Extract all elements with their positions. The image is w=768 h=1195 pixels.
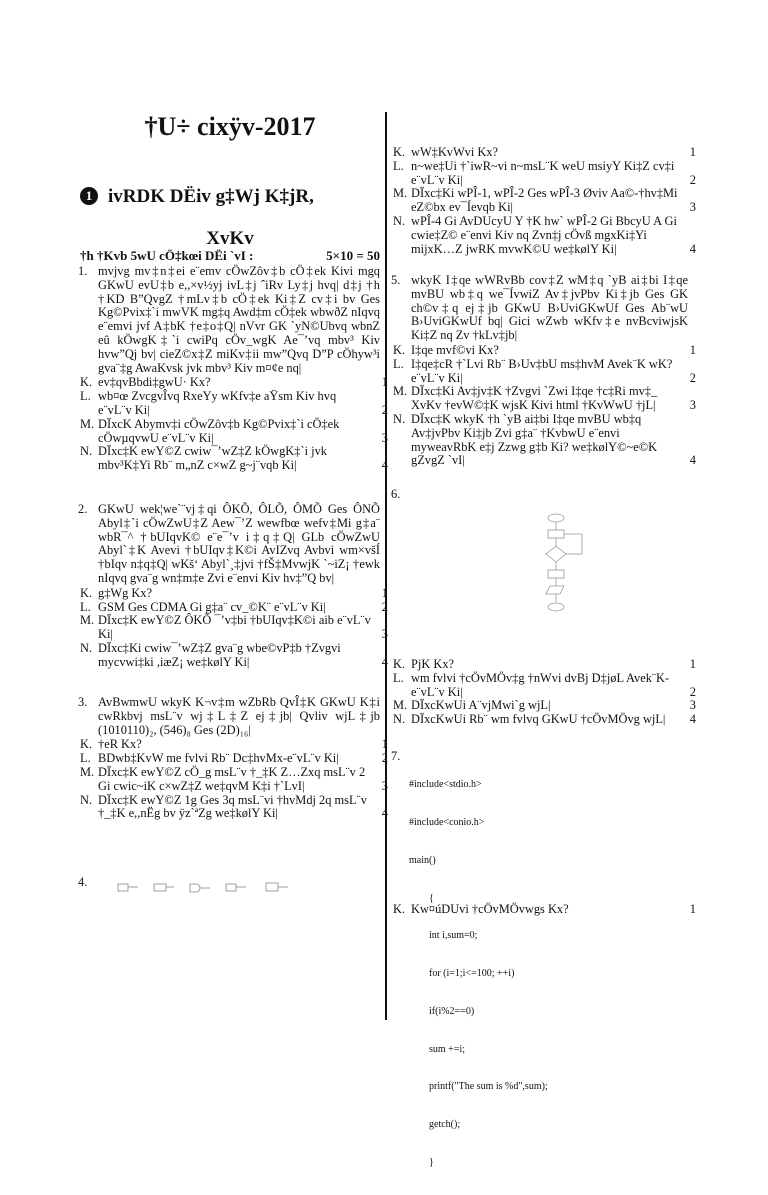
option-points: 1 (381, 585, 388, 600)
option-label: K. (393, 657, 406, 671)
option-label: L. (393, 356, 404, 371)
option-text: DÏxc‡K ewY©Z ÔKÕ ¯’v‡bi †bUIqv‡K©i aib e¨vL¨v Ki| (98, 613, 371, 642)
option-item (393, 158, 696, 188)
option-label: K. (393, 902, 406, 916)
option-label: K. (80, 585, 93, 600)
question-7-options (393, 902, 696, 917)
option-text: DÏxc‡K ewY©Z cwiw¯’wZ‡Z kÖwgK‡`i jvk mbv³K‡Yi Rb¨ m„nZ c×wZ g~j¨vqb Ki| (98, 444, 327, 473)
option-points: 3 (381, 627, 388, 642)
option-label: K. (80, 375, 93, 390)
option-item (80, 375, 388, 390)
option-list (80, 585, 388, 670)
option-list (393, 657, 696, 727)
code-line: } (409, 1157, 434, 1168)
option-points: 1 (381, 737, 388, 752)
option-label: M. (393, 698, 408, 713)
option-label: M. (393, 384, 408, 399)
question-stem: AvBwmwU wkyK K¬v‡m wZbRb QvÎ‡K GKwU K‡i cwRkbvj msL¨v wj‡L‡Z ej‡jb| Qvliv wjL‡jb (1010110)₂, (546)₈ Ges (2D)₁₆| (98, 695, 380, 737)
question-number: 3. (78, 695, 88, 709)
option-points: 2 (689, 172, 696, 187)
option-label: L. (80, 389, 91, 404)
option-text: †eR Kx? (98, 737, 142, 752)
option-text: I‡qe‡cR †`Lvi Rb¨ B›Uv‡bU ms‡hvM Avek¨K wK? e¨vL¨v Ki| (411, 356, 673, 385)
option-item (393, 902, 696, 917)
option-text: g‡Wg Kx? (98, 585, 153, 600)
page-title: †U÷ cixÿv-2017 (144, 112, 316, 141)
option-item (393, 186, 696, 215)
option-label: N. (80, 444, 93, 459)
section-heading-line2: XvKv (206, 228, 254, 249)
option-item (393, 657, 696, 672)
option-points: 2 (381, 599, 388, 614)
option-text: DÏxc‡K wkyK †h `yB ai‡bi I‡qe mvBU wb‡q Av‡jvPbv Ki‡jb Zvi g‡a¨ †KvbwU e¨envi myweavRbK e‡j Zzwg g‡b Ki? we‡kølY©~e©K gZvgZ `vI| (411, 411, 658, 468)
option-list (393, 902, 696, 917)
option-points: 3 (689, 698, 696, 713)
option-item (80, 585, 388, 601)
right-column (391, 0, 696, 1168)
option-points: 1 (689, 657, 696, 671)
option-item (80, 751, 388, 766)
question-4-continued (393, 145, 696, 256)
question-number: 6. (391, 487, 401, 501)
option-points: 4 (689, 712, 696, 727)
question-number: 4. (78, 875, 88, 889)
option-item (393, 356, 696, 386)
marks-value: 5×10 = 50 (326, 248, 380, 263)
option-label: L. (393, 158, 404, 173)
option-item (80, 444, 388, 473)
option-points: 4 (381, 654, 388, 669)
option-label: K. (80, 737, 93, 752)
question-stem: GKwU wek¦we`¨vj‡qi ÔKÕ, ÔLÕ, ÔMÕ Ges ÔNÕ Abyl‡`i cÖwZwU‡Z Aew¯’Z wewfbœ wefv‡Mi g‡a¨ wbR¯^ †bUIqvK© e¨e¯’v i‡q‡Q| GLb cÖwZwU Abyl`‡K Avevi †bUIqv‡K©i AvIZvq Avbvi wm×všÍ †bIqv n‡q‡Q| wKš‘ Abyl`¸‡jvi †fŠ‡MvwjK `~iZ¡ †ewk nIqvq gva¨g wn‡m‡e Zvi e¨envi Kiv hv‡”Q bv| (98, 502, 380, 585)
left-column (78, 0, 388, 1024)
option-text: DÏxcKwUi Rb¨ wm fvlvq GKwU †cÖvMÖvg wjL| (411, 712, 666, 727)
question-5 (391, 273, 696, 468)
question-2 (78, 502, 388, 670)
option-text: wW‡KvWvi Kx? (411, 145, 499, 159)
option-label: N. (393, 213, 406, 228)
option-list (80, 737, 388, 821)
option-item (80, 640, 388, 670)
option-item (393, 670, 696, 700)
section-number-badge: 1 (80, 187, 98, 205)
flowchart-figure (538, 510, 588, 615)
option-list (393, 145, 696, 256)
option-text: GSM Ges CDMA Gi g‡a¨ cv_©K¨ e¨vL¨v Ki| (98, 599, 326, 614)
option-points: 1 (689, 902, 696, 916)
marks-instruction (80, 248, 380, 264)
section-heading-line1: ivRDK DËiv g‡Wj K‡jR, (108, 186, 314, 207)
option-points: 1 (689, 342, 696, 357)
option-text: DÏxc‡K ewY©Z 1g Ges 3q msL¨vi †hvMdj 2q msL¨v †_‡K e,,nËg bv ÿz`ªZg we‡kølY Ki| (98, 792, 367, 821)
option-label: L. (393, 670, 404, 685)
option-item (80, 737, 388, 752)
option-label: M. (80, 416, 95, 431)
code-line: printf("The sum is %d",sum); (409, 1081, 548, 1093)
option-points: 2 (689, 370, 696, 385)
option-label: M. (393, 186, 408, 201)
option-points: 3 (689, 398, 696, 413)
option-list (80, 375, 388, 473)
option-item (80, 613, 388, 642)
code-listing (409, 754, 548, 1195)
column-divider (385, 112, 387, 1020)
option-text: wb¤œ ZvcgvÎvq RxeYy wKfv‡e aŸsm Kiv hvq e¨vL¨v Ki| (98, 389, 337, 417)
option-text: I‡qe mvf©vi Kx? (411, 342, 499, 357)
option-item (80, 416, 388, 446)
option-label: M. (80, 764, 95, 779)
question-1 (78, 264, 388, 473)
question-3 (78, 695, 388, 821)
option-label: K. (393, 342, 406, 357)
option-points: 3 (381, 430, 388, 445)
option-points: 3 (689, 200, 696, 215)
option-text: DÏxc‡Ki Av‡jv‡K †Zvgvi `Zwi I‡qe †c‡Ri mv‡_ XvKv †evW©‡K wjsK Kivi html †KvWwU †jL| (411, 384, 658, 413)
option-item (80, 764, 388, 794)
option-label: M. (80, 613, 95, 628)
question-number: 1. (78, 264, 88, 278)
option-text: DÏxcK Abymv‡i cÖwZôv‡b Kg©Pvix‡`i cÖ‡ek cÖwµqvwU e¨vL¨v Ki| (98, 416, 340, 445)
code-line: sum +=i; (409, 1043, 466, 1055)
code-line: for (i=1;i<=100; ++i) (409, 968, 515, 980)
option-points: 4 (381, 806, 388, 821)
question-number: 5. (391, 273, 401, 287)
option-points: 1 (689, 145, 696, 159)
option-item (80, 389, 388, 418)
option-label: N. (393, 411, 406, 426)
option-item (393, 342, 696, 358)
option-label: N. (393, 712, 406, 727)
code-line: if(i%2==0) (409, 1005, 475, 1017)
option-points: 2 (381, 751, 388, 766)
option-points: 4 (689, 453, 696, 468)
option-points: 4 (689, 241, 696, 256)
option-item (393, 384, 696, 413)
option-label: N. (80, 640, 93, 655)
logic-circuit-figures (116, 880, 296, 894)
option-item (393, 712, 696, 727)
option-text: PjK Kx? (411, 657, 455, 671)
option-list (393, 342, 696, 468)
question-stem: wkyK I‡qe wWRvBb cov‡Z wM‡q `yB ai‡bi I‡qe mvBU wb‡q we¯ÍvwiZ Av‡jvPbv Ki‡jb Ges GK ch©v‡q ej‡jb GKwU B›UviGKwUf Ges Ab¨wU B›UviGKwUf bq| Gici wZwb wKfv‡e nvBcviwjsK Ki‡Z nq Zv †kLv‡jb| (411, 273, 688, 343)
marks-label: †h †Kvb 5wU cÖ‡kœi DËi `vI : (80, 248, 254, 263)
option-text: n~we‡Ui †`iwR~vi n~msL¨K weU msiyY Ki‡Z cv‡i e¨vL¨v Ki| (411, 158, 675, 187)
option-points: 2 (381, 402, 388, 417)
option-item (393, 145, 696, 160)
code-line: #include<conio.h> (409, 816, 485, 828)
option-label: L. (80, 751, 91, 766)
option-item (393, 411, 696, 468)
option-item (393, 213, 696, 256)
option-text: wm fvlvi †cÖvMÖv‡g †nWvi dvBj D‡jøL Avek¨K-e¨vL¨v Ki| (411, 670, 670, 699)
option-points: 4 (381, 458, 388, 473)
option-points: 3 (381, 778, 388, 793)
option-text: DÏxcKwUi A¨vjMwi`g wjL| (411, 698, 551, 713)
code-line: main() (409, 854, 436, 866)
option-text: DÏxc‡K ewY©Z cÖ_g msL¨v †_‡K Z…Zxq msL¨v 2 Gi cwic~iK c×wZ‡Z we‡qvM K‡i †`LvI| (98, 764, 366, 793)
option-item (80, 599, 388, 615)
question-number: 2. (78, 502, 88, 516)
code-line: int i,sum=0; (409, 930, 478, 942)
option-label: K. (393, 145, 406, 159)
code-line: getch(); (409, 1119, 461, 1131)
option-label: N. (80, 792, 93, 807)
code-line: #include<stdio.h> (409, 779, 482, 791)
option-points: 2 (689, 684, 696, 699)
question-6-options (393, 657, 696, 727)
question-stem: mvjvg mv‡n‡ei e¨emv cÖwZôv‡b cÖ‡ek Kivi mgq GKwU evU‡b e,,×v½yj ivL‡j ˆiRv Ly‡j hvq| d‡j †h †KD B”QvgZ †mLv‡b cÖ‡ek Ki‡Z cv‡i bv Ges Kg©Pvix‡`i mwVK mg‡q Awd‡m cÖ‡ek wbwðZ nIqvq e¨emvi jvf A‡bK †e‡o‡Q| nVvr GK `yN©Ubvq wbnZ eû kÖwgK‡`i cwiPq cÖv_wgK Ae¯’vq mbv³ Kiv hvw”Qj bv| cieZ©x‡Z miKv‡ii mw”Qvq D”P cÖhyw³i gva¨‡g AwaKvsk jvk mbv³ Kiv m¤¢e nq| (98, 264, 380, 375)
option-text: DÏxc‡Ki wPÎ-1, wPÎ-2 Ges wPÎ-3 Øviv Aa©-†hv‡Mi eZ©bx ev¯Íevqb Ki| (411, 186, 678, 215)
option-text: wPÎ-4 Gi AvDUcyU Y †K hw` wPÎ-2 Gi BbcyU A Gi cwie‡Z© e¨envi Kiv nq Zvn‡j cÖvß mgxKi‡Yi mijxK…Z jwRK mvwK©U we‡kølY Ki| (411, 213, 677, 256)
option-item (393, 698, 696, 713)
option-text: DÏxc‡Ki cwiw¯’wZ‡Z gva¨g wbe©vP‡b †Zvgvi mycvwi‡ki ,iæZ¡ we‡kølY Ki| (98, 640, 341, 669)
question-number: 7. (391, 749, 401, 763)
option-text: BDwb‡KvW me fvlvi Rb¨ Dc‡hvMx-e¨vL¨v Ki| (98, 751, 339, 766)
option-points: 1 (381, 375, 388, 390)
option-text: Kw¤úDUvi †cÖvMÖvwgs Kx? (411, 902, 569, 916)
option-text: ev‡qvBbdi‡gwU· Kx? (98, 375, 211, 390)
option-label: L. (80, 599, 91, 614)
code-line: { (409, 892, 434, 904)
option-item (80, 792, 388, 822)
